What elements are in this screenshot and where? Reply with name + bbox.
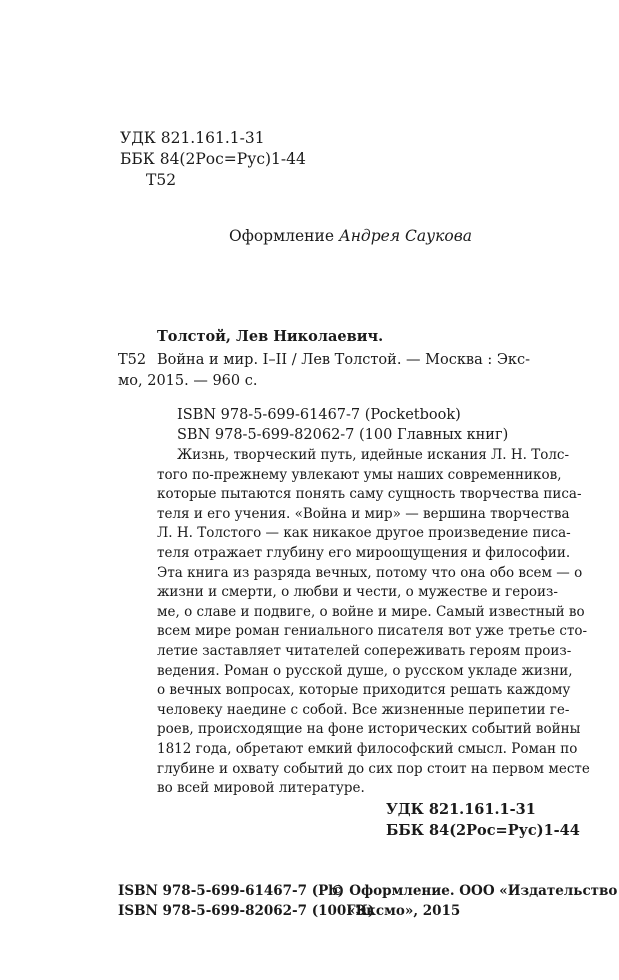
annotation-line: жизни и смерти, о любви и чести, о мужестве и героиз- — [157, 584, 558, 601]
annotation-line: глубине и охвату событий до сих пор стоит на первом месте — [157, 760, 590, 777]
annotation-paragraph — [157, 446, 590, 799]
record-isbn-2: SBN 978-5-699-82062-7 (100 Главных книг) — [177, 427, 509, 443]
annotation-line: о вечных вопросах, которые приходится решать каждому — [157, 682, 571, 699]
record-isbn-1: ISBN 978-5-699-61467-7 (Pocketbook) — [177, 407, 461, 423]
record-title-line-1: Война и мир. I–II / Лев Толстой. — Москва : Экс- — [157, 352, 530, 368]
annotation-line: Л. Н. Толстого — как никакое другое произведение писа- — [157, 525, 571, 542]
annotation-line: роев, происходящие на фоне исторических событий войны — [157, 721, 581, 738]
annotation-line: всем мире роман гениального писателя вот уже третье сто- — [157, 623, 588, 640]
annotation-line: теля и его учения. «Война и мир» — вершина творчества — [157, 505, 570, 522]
annotation-line: Эта книга из разряда вечных, потому что она обо всем — о — [157, 564, 583, 581]
annotation-line: 1812 года, обретают емкий философский смысл. Роман по — [157, 740, 578, 757]
design-credit-name: Андрея Саукова — [338, 227, 472, 245]
annotation-line: Жизнь, творческий путь, идейные искания Л. Н. Толс- — [177, 447, 570, 463]
annotation-line: ме, о славе и подвиге, о войне и мире. Самый известный во — [157, 603, 585, 620]
classification-udk: УДК 821.161.1-31 — [386, 801, 536, 818]
design-credit-prefix: Оформление — [229, 227, 335, 245]
record-author: Толстой, Лев Николаевич. — [157, 328, 384, 345]
footer-copyright-line-1: © Оформление. ООО «Издательство — [331, 883, 618, 899]
annotation-line: человеку наедине с собой. Все жизненные перипетии ге- — [157, 701, 570, 718]
design-credit — [229, 227, 472, 246]
header-udk: УДК 821.161.1-31 — [120, 129, 265, 147]
footer-isbn-1: ISBN 978-5-699-61467-7 (Pb) — [118, 883, 345, 899]
annotation-line: теля отражает глубину его мироощущения и философии. — [157, 544, 571, 561]
annotation-line: которые пытаются понять саму сущность творчества писа- — [157, 486, 582, 503]
annotation-line: ведения. Роман о русской душе, о русском укладе жизни, — [157, 662, 573, 679]
annotation-line: того по-прежнему увлекают умы наших современников, — [157, 466, 562, 483]
classification-bbk: ББК 84(2Рос=Рус)1-44 — [386, 822, 580, 839]
record-title-line-2: мо, 2015. — 960 с. — [118, 373, 258, 389]
footer-copyright-line-2: «Эксмо», 2015 — [347, 903, 461, 919]
annotation-line: летие заставляет читателей сопереживать героям произ- — [157, 642, 572, 659]
record-author-code: Т52 — [118, 352, 147, 368]
header-bbk: ББК 84(2Рос=Рус)1-44 — [120, 150, 306, 168]
header-author-code: Т52 — [146, 171, 177, 189]
annotation-line: во всей мировой литературе. — [157, 780, 365, 797]
footer-isbn-2: ISBN 978-5-699-82062-7 (100ГК) — [118, 903, 375, 919]
